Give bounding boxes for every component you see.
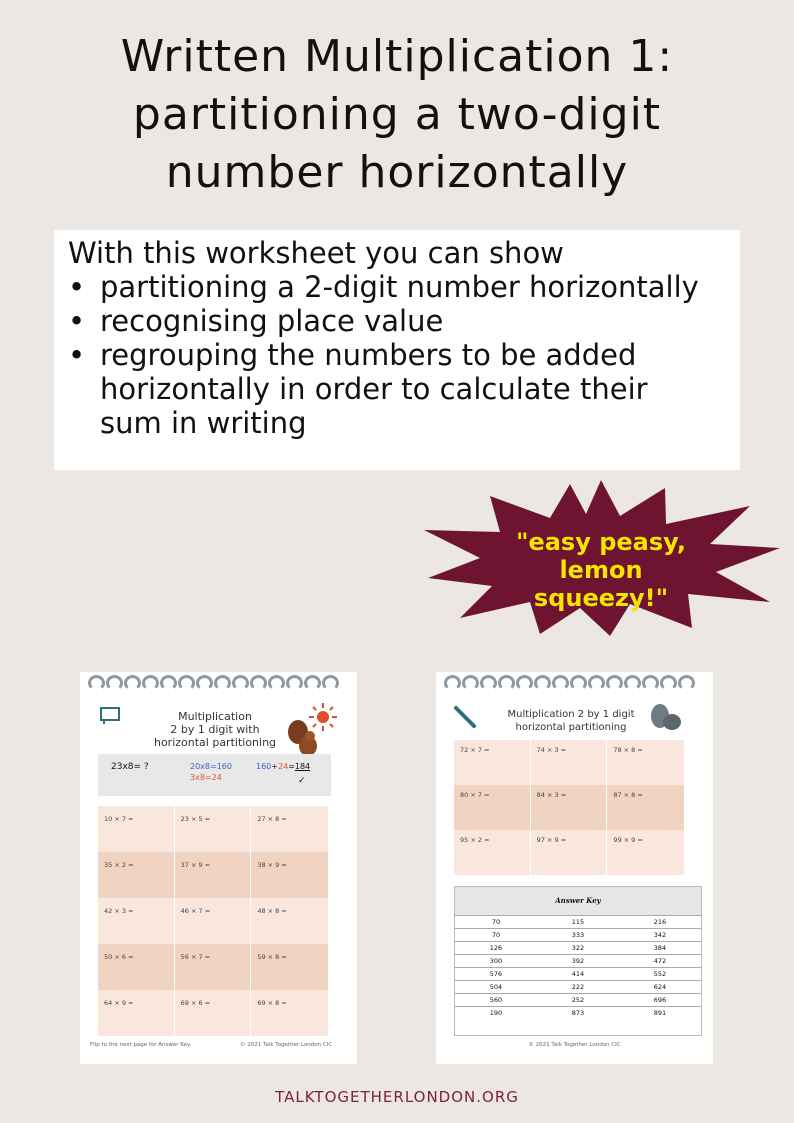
starburst-badge xyxy=(420,478,782,638)
answer-row: 300 392 472 xyxy=(455,954,701,967)
bullet-item: • partitioning a 2-digit number horizontally xyxy=(68,270,699,304)
starburst-text-1: "easy peasy, xyxy=(515,528,687,556)
spiral-binding xyxy=(444,675,695,695)
answer-row: 560 252 696 xyxy=(455,993,701,1006)
title-line-1: Written Multiplication 1: xyxy=(120,31,674,82)
bullet-item: • regrouping the numbers to be added xyxy=(68,338,637,372)
problem-grid-1 xyxy=(98,806,328,1036)
info-box xyxy=(54,230,740,470)
grid-row: 35 × 2 = 37 × 9 = 38 × 9 = xyxy=(98,852,328,898)
worksheet-preview-1 xyxy=(80,672,357,1064)
starburst-text-2: lemon xyxy=(559,556,643,584)
grid-row: 42 × 3 = 46 × 7 = 48 × 8 = xyxy=(98,898,328,944)
spiral-binding xyxy=(88,675,339,695)
grid-row: 10 × 7 = 23 × 5 = 27 × 8 = xyxy=(98,806,328,852)
pencil-icon xyxy=(452,704,478,730)
grid-row: 72 × 7 = 74 × 3 = 78 × 8 = xyxy=(454,740,684,785)
worksheet-2-footer: © 2021 Talk Together London CIC xyxy=(528,1042,621,1048)
answer-row: 504 222 624 xyxy=(455,980,701,993)
bullet-continuation: sum in writing xyxy=(100,406,307,440)
page-title xyxy=(0,28,794,202)
whiteboard-icon xyxy=(98,706,122,724)
answer-row: 70 115 216 xyxy=(455,915,701,928)
bullet-continuation: horizontally in order to calculate their xyxy=(100,372,648,406)
info-bullet-list xyxy=(68,270,726,440)
answer-key-title: Answer Key xyxy=(455,887,701,915)
worksheet-1-footer-right: © 2021 Talk Together London CIC xyxy=(240,1042,333,1048)
answer-row: 126 322 384 xyxy=(455,941,701,954)
worksheet-2-title: Multiplication 2 by 1 digit horizontal partitioning xyxy=(507,709,635,733)
worked-example: 23x8= ? 20x8=160 3x8=24 160+24=184 ✓ xyxy=(98,754,331,796)
info-intro: With this worksheet you can show xyxy=(68,236,564,270)
title-line-3: number horizontally xyxy=(165,147,629,198)
answer-row: 70 333 342 xyxy=(455,928,701,941)
grid-row: 50 × 6 = 56 × 7 = 59 × 8 = xyxy=(98,944,328,990)
website-footer: TALKTOGETHERLONDON.ORG xyxy=(275,1088,519,1106)
bullet-item: • recognising place value xyxy=(68,304,444,338)
starburst-text-3: squeezy!" xyxy=(533,584,669,612)
answer-row: 576 414 552 xyxy=(455,967,701,980)
grid-row: 64 × 9 = 69 × 6 = 69 × 8 = xyxy=(98,990,328,1036)
worksheet-1-footer-left: Flip to the next page for Answer Key. xyxy=(90,1042,192,1048)
squirrel-mascot-icon xyxy=(650,702,684,732)
answer-row: 190 873 891 xyxy=(455,1006,701,1019)
worksheet-1-title: Multiplication 2 by 1 digit with horizontal partitioning xyxy=(153,710,277,749)
grid-row: 95 × 2 = 97 × 9 = 99 × 9 = xyxy=(454,830,684,875)
answer-key-table xyxy=(454,886,702,1036)
problem-grid-2 xyxy=(454,740,684,875)
worksheet-preview-2 xyxy=(436,672,713,1064)
grid-row: 80 × 7 = 84 × 3 = 87 × 8 = xyxy=(454,785,684,830)
title-line-2: partitioning a two-digit xyxy=(132,89,662,140)
